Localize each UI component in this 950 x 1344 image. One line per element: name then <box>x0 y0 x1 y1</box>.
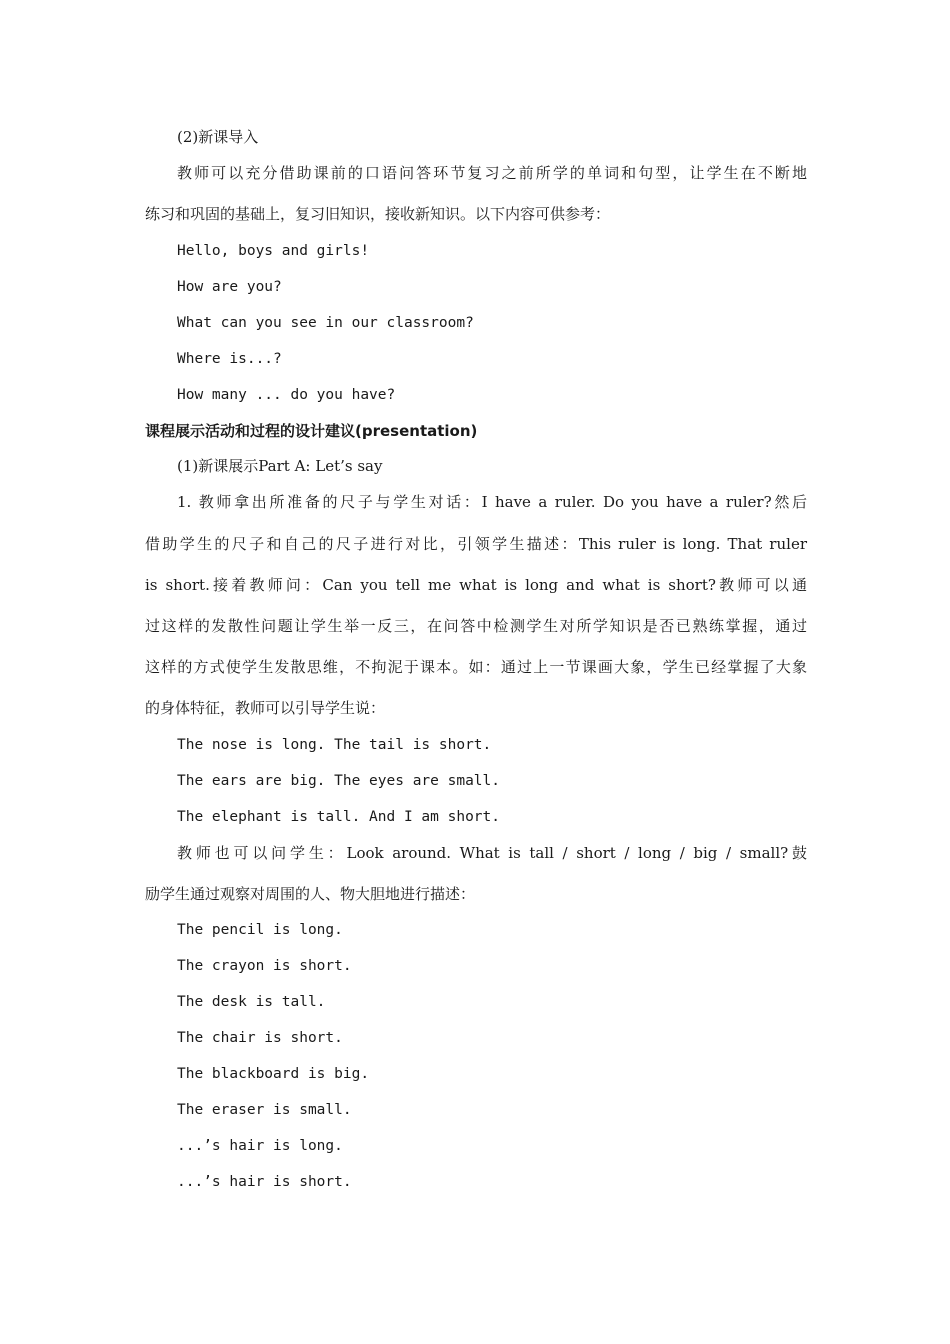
presentation-paragraph-line-4: 过这样的发散性问题让学生举一反三，在问答中检测学生对所学知识是否已熟练掌握，通过 <box>145 617 807 635</box>
classroom-example-6: The eraser is small. <box>177 1102 352 1118</box>
presentation-paragraph-line-2: 借助学生的尺子和自己的尺子进行对比，引领学生描述：This ruler is long. That ruler <box>145 535 807 553</box>
look-around-paragraph-line-1: 教师也可以问学生：Look around. What is tall / short / long / big / small?鼓 <box>177 844 807 862</box>
intro-example-4: Where is...? <box>177 351 282 367</box>
presentation-paragraph-line-6: 的身体特征，教师可以引导学生说： <box>145 699 386 717</box>
classroom-example-4: The chair is short. <box>177 1030 343 1046</box>
section-heading: 课程展示活动和过程的设计建议(presentation) <box>145 422 478 440</box>
presentation-paragraph-line-5: 这样的方式使学生发散思维，不拘泥于课本。如：通过上一节课画大象，学生已经掌握了大象 <box>145 658 807 676</box>
look-around-paragraph-line-2: 励学生通过观察对周围的人、物大胆地进行描述： <box>145 885 476 903</box>
classroom-example-5: The blackboard is big. <box>177 1066 370 1082</box>
elephant-example-3: The elephant is tall. And I am short. <box>177 809 501 825</box>
intro-example-5: How many ... do you have? <box>177 387 396 403</box>
intro-example-2: How are you? <box>177 279 282 295</box>
classroom-example-1: The pencil is long. <box>177 922 343 938</box>
elephant-example-2: The ears are big. The eyes are small. <box>177 773 501 789</box>
intro-paragraph-line-2: 练习和巩固的基础上，复习旧知识，接收新知识。以下内容可供参考： <box>145 205 611 223</box>
intro-example-3: What can you see in our classroom? <box>177 315 474 331</box>
classroom-example-8: ...’s hair is short. <box>177 1174 352 1190</box>
classroom-example-3: The desk is tall. <box>177 994 326 1010</box>
intro-label: (2)新课导入 <box>177 128 259 146</box>
elephant-example-1: The nose is long. The tail is short. <box>177 737 492 753</box>
presentation-paragraph-line-1: 1. 教师拿出所准备的尺子与学生对话：I have a ruler. Do you have a ruler?然后 <box>177 493 807 511</box>
presentation-label: (1)新课展示Part A: Let’s say <box>177 457 383 475</box>
intro-example-1: Hello, boys and girls! <box>177 243 370 259</box>
classroom-example-2: The crayon is short. <box>177 958 352 974</box>
presentation-paragraph-line-3: is short.接着教师问：Can you tell me what is long and what is short?教师可以通 <box>145 576 807 594</box>
intro-paragraph-line-1: 教师可以充分借助课前的口语问答环节复习之前所学的单词和句型，让学生在不断地 <box>177 164 807 182</box>
classroom-example-7: ...’s hair is long. <box>177 1138 343 1154</box>
